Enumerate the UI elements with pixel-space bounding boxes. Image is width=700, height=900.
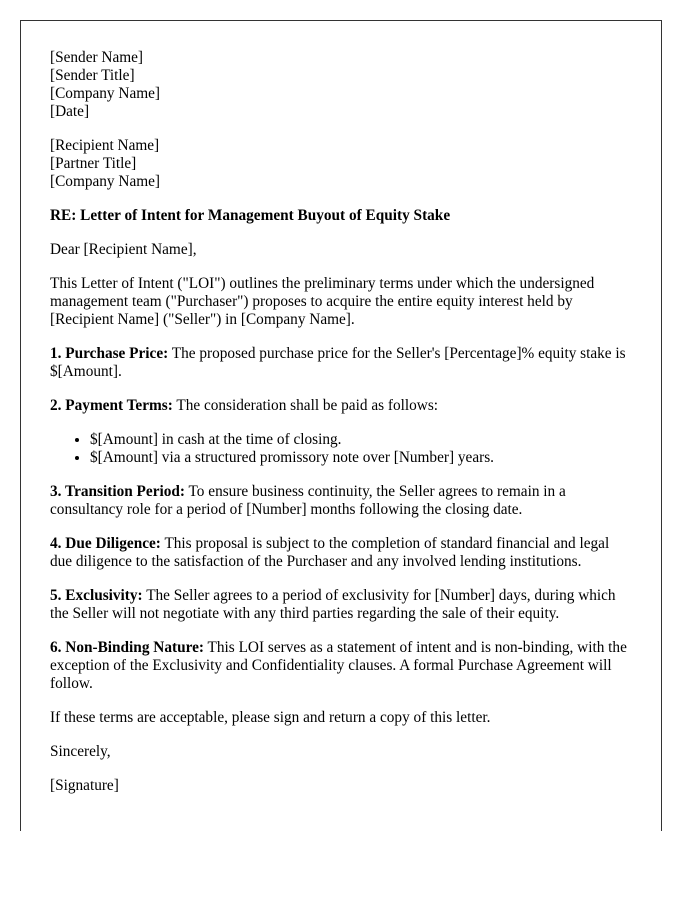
section-transition-period [50, 483, 632, 519]
section-text: The proposed purchase price for the Seller's [Percentage]% equity stake is $[Amount]. [50, 345, 626, 380]
list-item: • $[Amount] in cash at the time of closing. [90, 431, 632, 449]
payment-list [50, 431, 632, 467]
sender-block [50, 49, 632, 121]
section-heading: 5. Exclusivity: [50, 587, 143, 604]
section-heading: 4. Due Diligence: [50, 535, 161, 552]
section-due-diligence [50, 535, 632, 571]
section-heading: 6. Non-Binding Nature: [50, 639, 204, 656]
section-text: This proposal is subject to the completion of standard financial and legal due diligence to the satisfaction of the Purchaser and any involved lending institutions. [50, 535, 610, 570]
recipient-block [50, 137, 632, 191]
letter-date: [Date] [50, 103, 90, 120]
intro-paragraph: This Letter of Intent ("LOI") outlines the preliminary terms under which the undersigned management team ("Purchaser") proposes to acquire the entire equity interest held by [Recipient Name] ("Seller") in [Company Name]. [50, 275, 595, 328]
closing: Sincerely, [50, 743, 111, 760]
section-heading: 1. Purchase Price: [50, 345, 169, 362]
section-text: This LOI serves as a statement of intent and is non-binding, with the exception of the Exclusivity and Confidentiality clauses. A formal Purchase Agreement will follow. [50, 639, 627, 692]
recipient-title: [Partner Title] [50, 155, 137, 172]
section-heading: 3. Transition Period: [50, 483, 185, 500]
section-purchase-price [50, 345, 632, 381]
section-non-binding [50, 639, 632, 693]
list-item: • $[Amount] via a structured promissory note over [Number] years. [90, 449, 632, 467]
section-heading: 2. Payment Terms: [50, 397, 173, 414]
signature: [Signature] [50, 777, 119, 794]
closing-request: If these terms are acceptable, please sign and return a copy of this letter. [50, 709, 491, 726]
recipient-company: [Company Name] [50, 173, 161, 190]
section-payment-terms [50, 397, 632, 415]
section-text: To ensure business continuity, the Seller agrees to remain in a consultancy role for a period of [Number] months following the closing date. [50, 483, 566, 518]
section-text: The Seller agrees to a period of exclusivity for [Number] days, during which the Seller will not negotiate with any third parties regarding the sale of their equity. [50, 587, 616, 622]
section-text: The consideration shall be paid as follows: [172, 397, 439, 414]
sender-title: [Sender Title] [50, 67, 135, 84]
sender-company: [Company Name] [50, 85, 161, 102]
section-exclusivity [50, 587, 632, 623]
subject-line: RE: Letter of Intent for Management Buyout of Equity Stake [50, 207, 451, 224]
salutation: Dear [Recipient Name], [50, 241, 197, 258]
recipient-name: [Recipient Name] [50, 137, 160, 154]
sender-name: [Sender Name] [50, 49, 144, 66]
letter-page [20, 20, 662, 831]
